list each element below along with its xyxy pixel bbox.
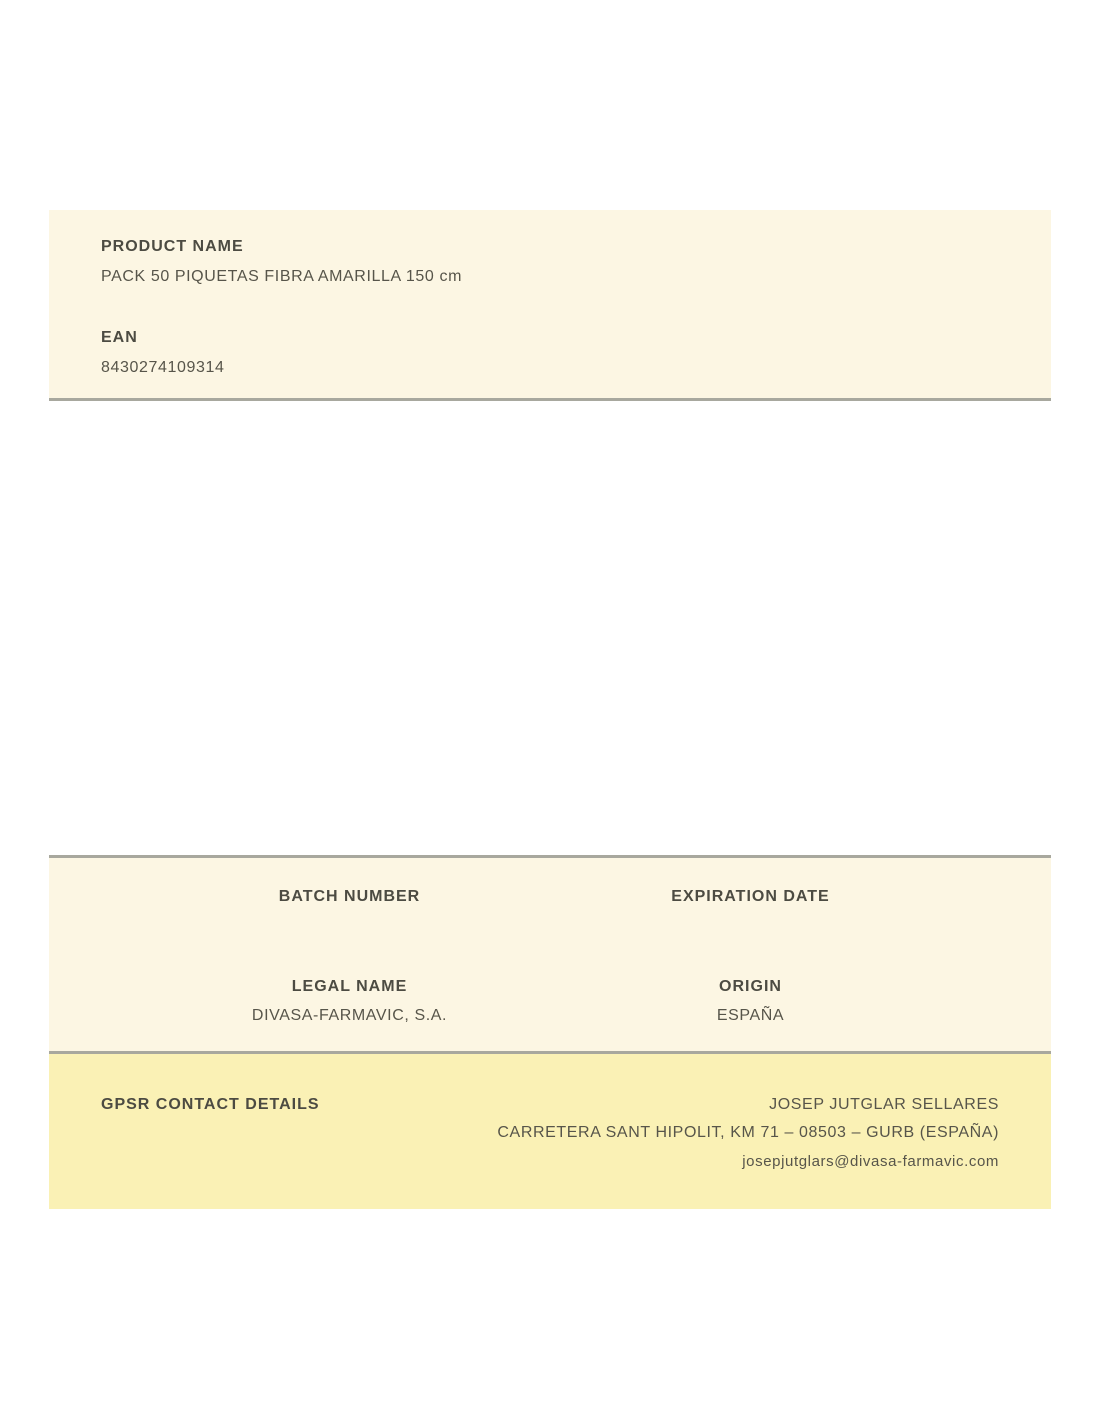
gpsr-contact-block [497, 1095, 999, 1171]
gpsr-contact-name: JOSEP JUTGLAR SELLARES [769, 1096, 999, 1113]
legal-name-field [149, 977, 550, 1025]
product-name-field [101, 237, 999, 286]
origin-value: ESPAÑA [716, 1007, 785, 1024]
gpsr-contact-address: CARRETERA SANT HIPOLIT, KM 71 – 08503 – GURB (ESPAÑA) [497, 1124, 999, 1141]
gpsr-contact-inner [101, 1095, 999, 1171]
batch-number-label: BATCH NUMBER [278, 888, 421, 905]
ean-value: 8430274109314 [101, 359, 225, 376]
origin-label: ORIGIN [719, 978, 782, 995]
product-name-value: PACK 50 PIQUETAS FIBRA AMARILLA 150 cm [101, 268, 463, 285]
batch-legal-panel [49, 855, 1051, 1054]
gpsr-contact-email: josepjutglars@divasa-farmavic.com [742, 1153, 999, 1170]
expiration-date-label: EXPIRATION DATE [671, 888, 830, 905]
origin-field [550, 977, 951, 1025]
ean-label: EAN [101, 329, 138, 346]
legal-name-value: DIVASA-FARMAVIC, S.A. [251, 1007, 448, 1024]
batch-expiration-row [149, 887, 951, 906]
gpsr-contact-panel [49, 1054, 1051, 1209]
gpsr-contact-label: GPSR CONTACT DETAILS [101, 1096, 320, 1113]
legal-origin-row [149, 977, 951, 1025]
ean-field [101, 328, 999, 377]
legal-name-label: LEGAL NAME [291, 978, 408, 995]
product-identity-panel [49, 210, 1051, 401]
batch-number-field [149, 887, 550, 906]
expiration-date-field [550, 887, 951, 906]
product-name-label: PRODUCT NAME [101, 238, 244, 255]
